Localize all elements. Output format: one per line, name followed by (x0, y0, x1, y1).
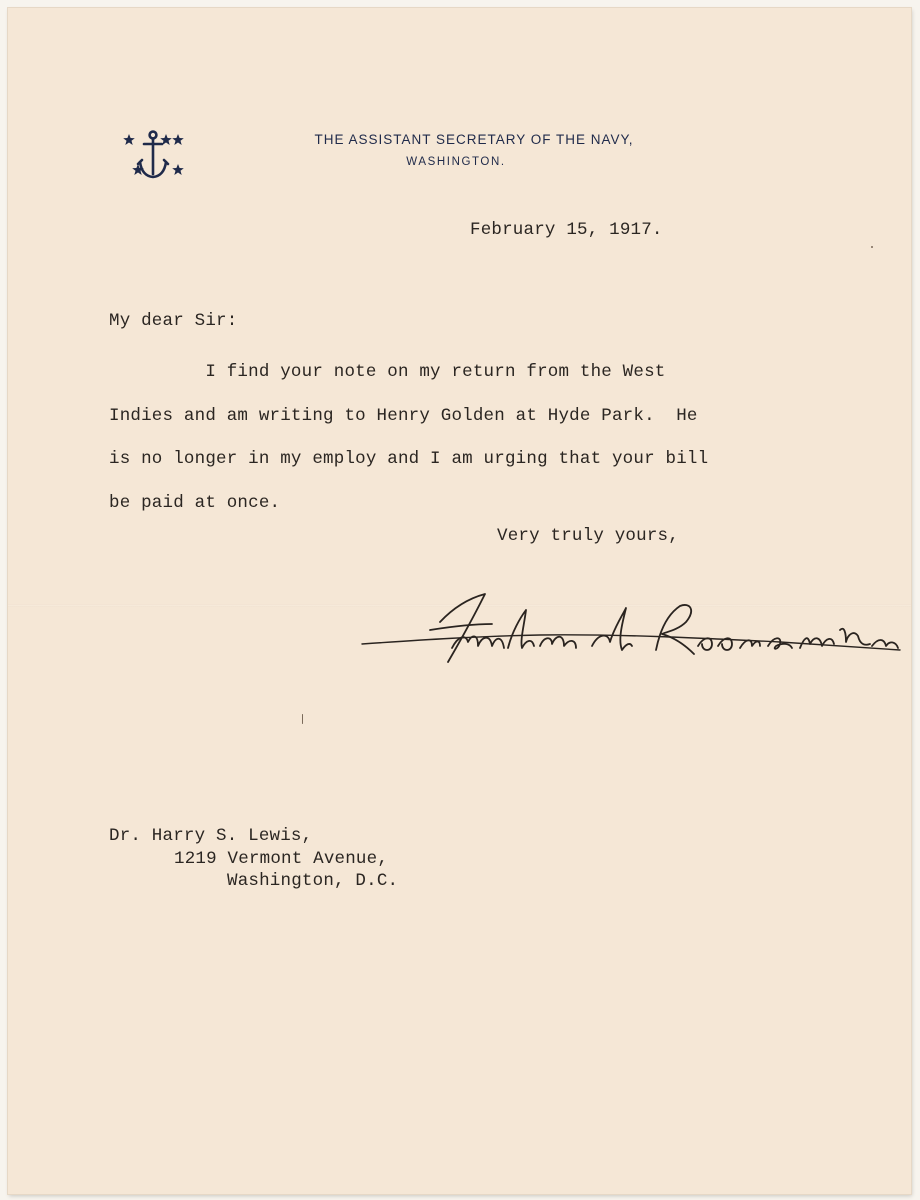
complimentary-close: Very truly yours, (497, 526, 679, 546)
letterhead (286, 132, 706, 168)
paper-speck (871, 246, 873, 248)
letterhead-title: THE ASSISTANT SECRETARY OF THE NAVY, (314, 132, 634, 147)
anchor-stars-emblem-icon (120, 126, 190, 184)
body-line: is no longer in my employ and I am urging that your bill (109, 449, 709, 469)
letter-sheet (8, 8, 911, 1194)
body-line: be paid at once. (109, 492, 281, 513)
letter-body (109, 351, 708, 525)
recipient-street: 1219 Vermont Avenue, (174, 849, 389, 869)
letter-date: February 15, 1917. (470, 220, 663, 240)
paper-speck (302, 714, 303, 724)
handwritten-signature (360, 588, 905, 674)
body-line: I find your note on my return from the West (109, 362, 666, 382)
body-line: Indies and am writing to Henry Golden at Hyde Park. He (109, 405, 698, 426)
salutation: My dear Sir: (109, 311, 238, 331)
letterhead-city: WASHINGTON. (406, 156, 506, 168)
recipient-name: Dr. Harry S. Lewis, (109, 826, 313, 846)
recipient-city: Washington, D.C. (227, 871, 399, 891)
